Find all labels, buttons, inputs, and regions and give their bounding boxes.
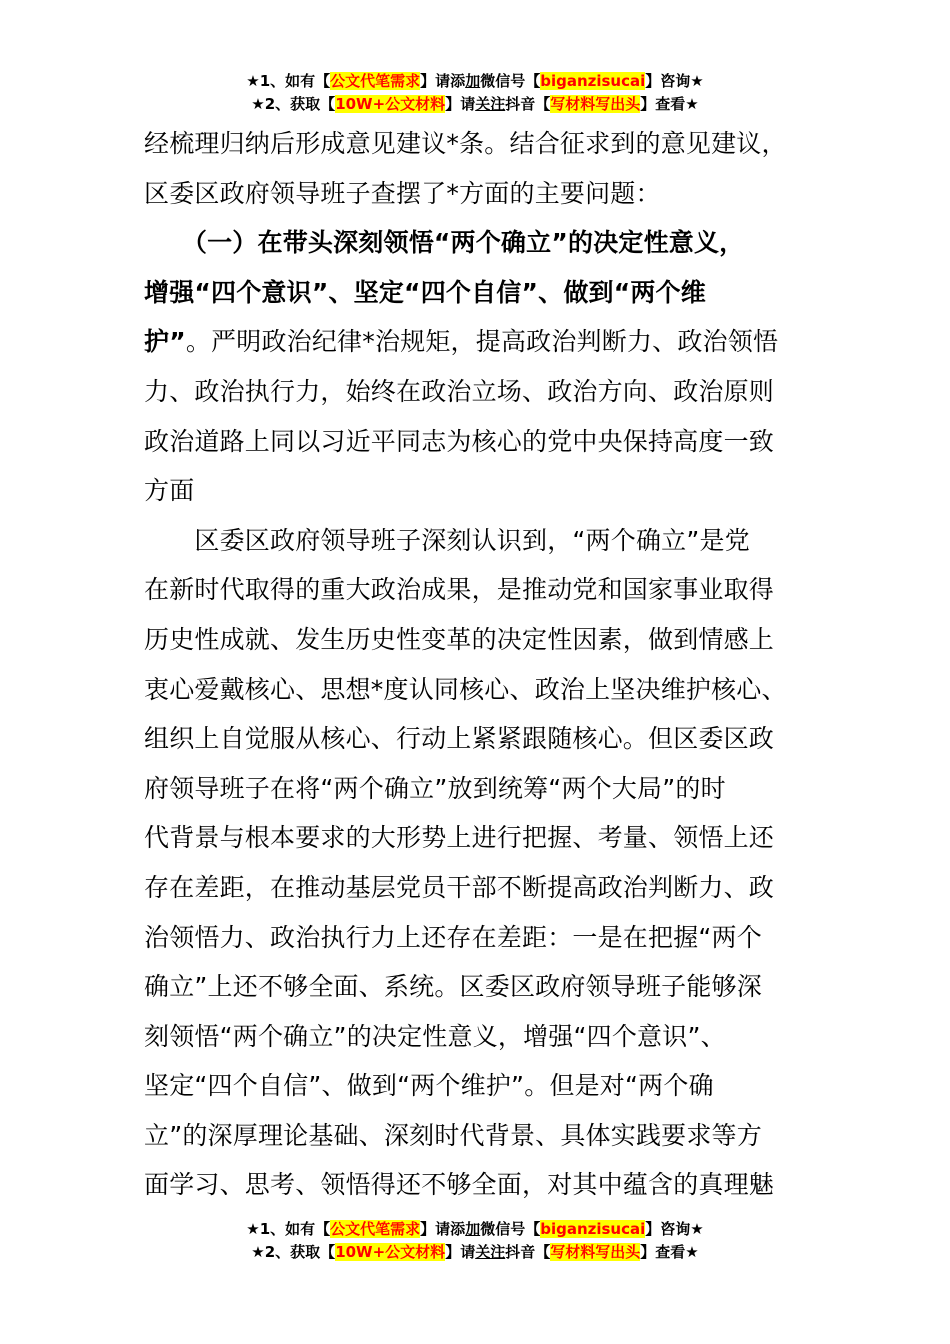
body-line: 在新时代取得的重大政治成果，是推动党和国家事业取得 [144,575,775,605]
body-line: 刻领悟“两个确立”的决定性意义，增强“四个意识”、 [144,1021,726,1051]
body-line: 衷心爱戴核心、思想*度认同核心、政治上坚决维护核心、 [144,674,787,704]
body-line: 代背景与根本要求的大形势上进行把握、考量、领悟上还 [144,823,775,853]
body-line: 政治道路上同以习近平同志为核心的党中央保持高度一致 [144,426,775,456]
body-line: 力、政治执行力，始终在政治立场、政治方向、政治原则 [144,376,775,406]
section-heading-end: 护” [144,327,186,357]
banner-text: ★2、获取【 [251,95,336,113]
section-heading-line: （一）在带头深刻领悟“两个确立”的决定性意义， [144,228,745,258]
promo-footer-line-2 [0,1241,950,1263]
banner-text: 】请添 [420,1220,466,1238]
banner-text: ★1、如有【 [246,1220,331,1238]
body-line: 面学习、思考、领悟得还不够全面，对其中蕴含的真理魅 [144,1170,775,1200]
banner-text: 】咨询★ [645,1220,704,1238]
banner-text: 】查看★ [640,95,699,113]
promo-banner-line-2 [0,93,950,115]
body-line: 组织上自觉服从核心、行动上紧紧跟随核心。但区委区政 [144,724,775,754]
banner-text: 抖音【 [505,1243,551,1261]
banner-text: 微信号【 [480,72,541,90]
highlight-douyin-account: 写材料写出头 [550,1243,641,1261]
promo-banner-line-1 [0,70,950,92]
banner-text: 】请 [445,1243,476,1261]
body-line: 确立”上还不够全面、系统。区委区政府领导班子能够深 [144,972,762,1002]
banner-text: 加 [465,1220,481,1238]
banner-text: 微信号【 [480,1220,541,1238]
banner-text: 抖音【 [505,95,551,113]
banner-text: 关注 [475,1243,506,1261]
highlight-wechat-id: biganzisucai [540,72,646,90]
body-line [144,317,808,367]
body-line: 经梳理归纳后形成意见建议*条。结合征求到的意见建议， [144,129,787,158]
highlight-service: 公文代笔需求 [330,72,421,90]
document-body [144,119,808,1210]
body-line: 立”的深厚理论基础、深刻时代背景、具体实践要求等方 [144,1120,762,1150]
highlight-wechat-id: biganzisucai [540,1220,646,1238]
body-line: 区委区政府领导班子深刻认识到，“两个确立”是党 [144,525,750,555]
body-line: 坚定“四个自信”、做到“两个维护”。但是对“两个确 [144,1071,714,1101]
banner-text: ★1、如有【 [246,72,331,90]
banner-text: 】请添 [420,72,466,90]
banner-text: 】请 [445,95,476,113]
body-line: 存在差距，在推动基层党员干部不断提高政治判断力、政 [144,872,775,902]
banner-text: 】查看★ [640,1243,699,1261]
highlight-materials: 10W+公文材料 [335,1243,446,1261]
promo-footer-line-1 [0,1218,950,1240]
highlight-douyin-account: 写材料写出头 [550,95,641,113]
body-line: 治领悟力、政治执行力上还存在差距：一是在把握“两个 [144,922,762,952]
body-line: 历史性成就、发生历史性变革的决定性因素，做到情感上 [144,624,775,654]
banner-text: 加 [465,72,481,90]
highlight-materials: 10W+公文材料 [335,95,446,113]
body-line: 区委区政府领导班子查摆了*方面的主要问题： [144,178,661,208]
highlight-service: 公文代笔需求 [330,1220,421,1238]
body-line: 府领导班子在将“两个确立”放到统筹“两个大局”的时 [144,773,726,803]
body-line: 方面 [144,476,195,506]
banner-text: 关注 [475,95,506,113]
section-heading-line: 增强“四个意识”、坚定“四个自信”、做到“两个维 [144,277,706,307]
banner-text: ★2、获取【 [251,1243,336,1261]
banner-text: 】咨询★ [645,72,704,90]
body-line-text: 。严明政治纪律*治规矩，提高政治判断力、政治领悟 [185,327,779,357]
